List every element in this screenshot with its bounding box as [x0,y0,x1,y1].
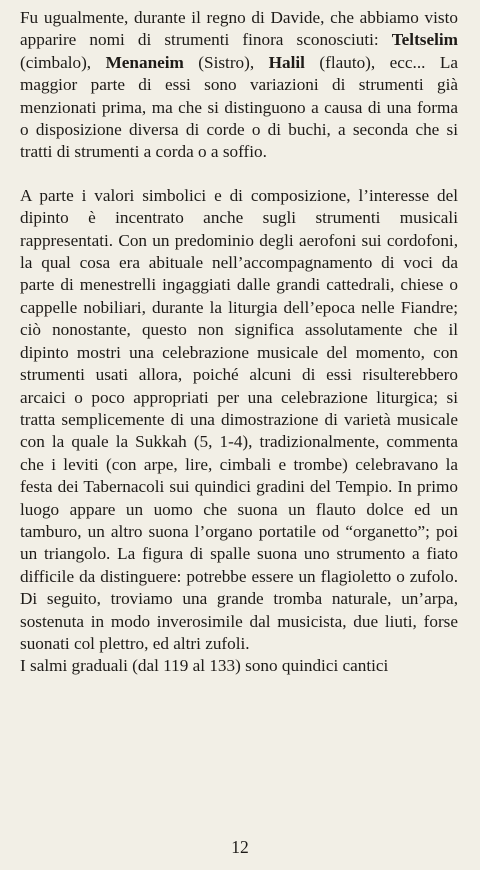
text-segment: (Sistro), [183,52,269,72]
text-segment: (flauto), ecc... La maggior parte di essi sono variazioni di strumenti già menzionati prima, ma che si distinguono a causa di una forma o disposizione diversa di corde o di buchi, a seconda che si tratti di strumenti a corda o a soffio. [20,52,459,162]
term-menaneim: Menaneim [105,52,184,72]
text-segment: A parte i valori simbolici e di composizione, l’interesse del dipinto è incentrato anche sugli strumenti musicali rappresentati. Con un predominio degli aerofoni sui cordofoni, la qual cosa era abituale nell’accompagnamento di voci da parte di menestrelli ingaggiati dalle grandi cattedrali, chiese o cappelle nobiliari, durante la liturgia dell’epoca nelle Fiandre; ciò nonostante, questo non significa assolutamente che il dipinto mostri una celebrazione musicale del momento, con strumenti usati allora, poiché alcuni di essi risulterebbero arcaici o poco appropriati per una celebrazione liturgica; si tratta semplicemente di una dimostrazione di varietà musicale con la quale la Sukkah (5, 1-4), tradizionalmente, commenta che i leviti (con arpe, lire, cimbali e trombe) celebravano la festa dei Tabernacoli sui quindici gradini del Tempio. In primo luogo appare un uomo che suona un flauto dolce ed un tamburo, un altro suona l’organo portatile od “organetto”; poi un triangolo. La figura di spalle suona uno strumento a fiato difficile da distinguere: potrebbe essere un flagioletto o zufolo. Di seguito, troviamo una grande tromba naturale, un’arpa, sostenuta in modo inverosimile dal musicista, due liuti, forse suonati col plettro, ed altri zufoli. [20,185,458,653]
text-segment: (cimbalo), [20,52,106,72]
paragraph-instruments-david [20,7,458,164]
page-number: 12 [231,837,249,857]
text-segment: Fu ugualmente, durante il regno di Davide, che abbiamo visto apparire nomi di strumenti finora sconosciuti: [20,8,458,50]
paragraph-gradual-psalms [20,655,458,677]
text-segment: I salmi graduali (dal 119 al 133) sono quindici cantici [20,656,389,676]
paragraph-painting-instruments [20,185,458,656]
term-halil: Halil [268,52,305,72]
term-teltselim: Teltselim [391,30,458,50]
